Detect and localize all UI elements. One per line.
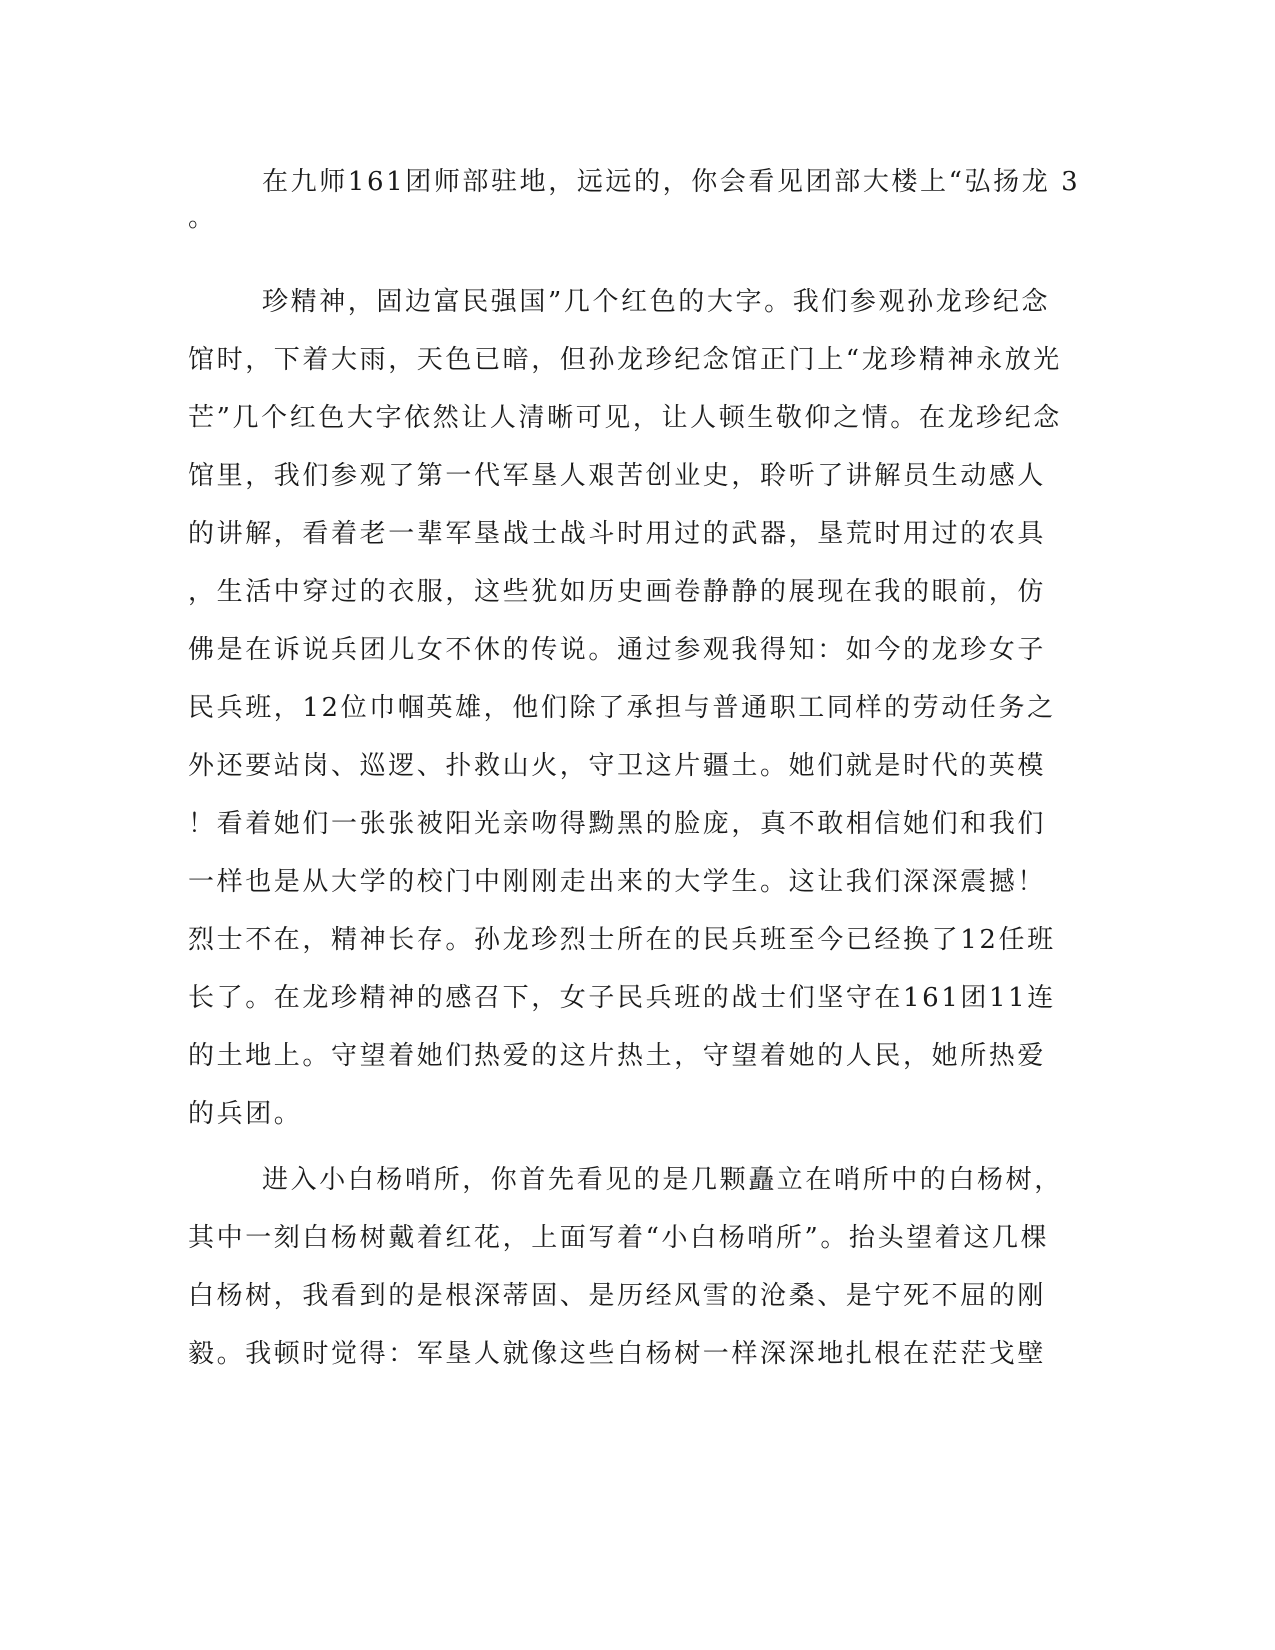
- text-line: 在九师161团师部驻地，远远的，你会看见团部大楼上“弘扬龙 3: [262, 167, 1081, 197]
- text-line: 外还要站岗、巡逻、扑救山火，守卫这片疆土。她们就是时代的英模: [188, 751, 1047, 781]
- text-line: 馆时，下着大雨，天色已暗，但孙龙珍纪念馆正门上“龙珍精神永放光: [188, 345, 1062, 375]
- text-line: 珍精神，固边富民强国”几个红色的大字。我们参观孙龙珍纪念: [262, 287, 1051, 317]
- text-line: 烈士不在，精神长存。孙龙珍烈士所在的民兵班至今已经换了12任班: [188, 925, 1056, 955]
- text-line: ！看着她们一张张被阳光亲吻得黝黑的脸庞，真不敢相信她们和我们: [188, 809, 1047, 839]
- text-line: 的讲解，看着老一辈军垦战士战斗时用过的武器，垦荒时用过的农具: [188, 519, 1047, 549]
- text-line: 。: [188, 203, 217, 233]
- text-line: 一样也是从大学的校门中刚刚走出来的大学生。这让我们深深震撼！: [188, 867, 1047, 897]
- text-line: 的土地上。守望着她们热爱的这片热土，守望着她的人民，她所热爱: [188, 1041, 1047, 1071]
- text-line: 佛是在诉说兵团儿女不休的传说。通过参观我得知：如今的龙珍女子: [188, 635, 1047, 665]
- text-line: 馆里，我们参观了第一代军垦人艰苦创业史，聆听了讲解员生动感人: [188, 461, 1047, 491]
- text-line: 进入小白杨哨所，你首先看见的是几颗矗立在哨所中的白杨树，: [262, 1165, 1063, 1195]
- text-line: ，生活中穿过的衣服，这些犹如历史画卷静静的展现在我的眼前，仿: [188, 577, 1047, 607]
- text-line: 芒”几个红色大字依然让人清晰可见，让人顿生敬仰之情。在龙珍纪念: [188, 403, 1062, 433]
- text-line: 毅。我顿时觉得：军垦人就像这些白杨树一样深深地扎根在茫茫戈壁: [188, 1339, 1047, 1369]
- text-line: 长了。在龙珍精神的感召下，女子民兵班的战士们坚守在161团11连: [188, 983, 1056, 1013]
- text-line: 白杨树，我看到的是根深蒂固、是历经风雪的沧桑、是宁死不屈的刚: [188, 1281, 1047, 1311]
- text-line: 的兵团。: [188, 1099, 303, 1129]
- text-line: 其中一刻白杨树戴着红花，上面写着“小白杨哨所”。抬头望着这几棵: [188, 1223, 1050, 1253]
- text-line: 民兵班，12位巾帼英雄，他们除了承担与普通职工同样的劳动任务之: [188, 693, 1056, 723]
